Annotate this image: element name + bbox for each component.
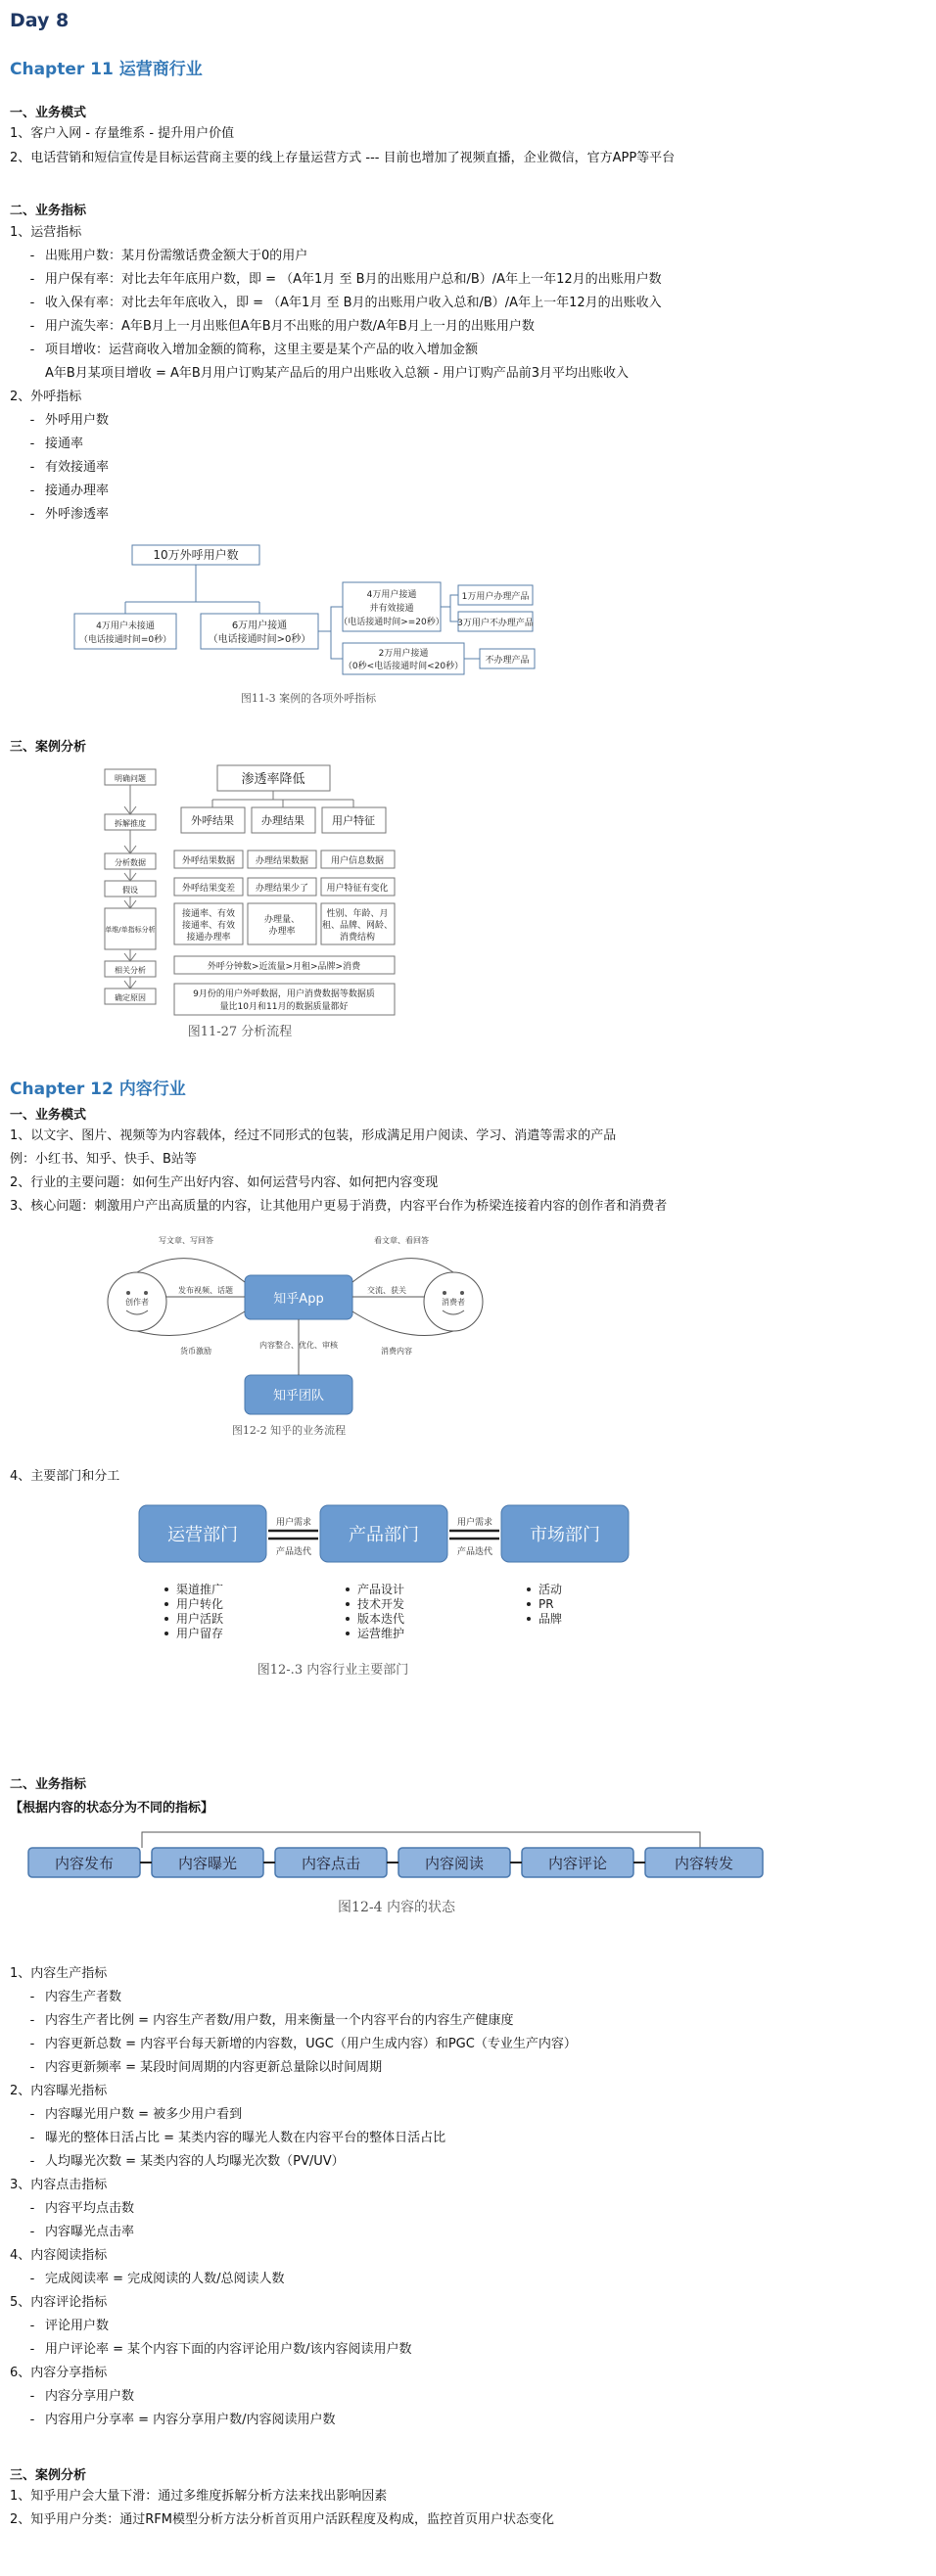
metric-item: - 用户评论率 = 某个内容下面的内容评论用户数/该内容阅读用户数 [20,2341,412,2359]
metric-item: - 人均曝光次数 = 某类内容的人均曝光次数（PV/UV） [20,2153,345,2171]
creator-publish-label: 发布视频、话题 [178,1286,233,1295]
ch12-model-line: 3、核心问题：刺激用户产出高质量的内容，让其他用户更易于消费，内容平台作为桥梁连接着内容的创作者和消费者 [10,1199,668,1214]
connected-label-1: 6万用户接通 [231,621,288,631]
ch12-section-metrics: 二、业务指标 [10,1777,87,1792]
step-hypothesis: 假设 [122,886,138,895]
step-define-problem: 明确问题 [115,774,146,783]
metric-call-2: 接通率、有效 [181,921,236,931]
metric-call-3: 接通办理率 [186,933,231,943]
metric-item: - 内容生产者数 [20,1989,121,2006]
hyp-user-change: 用户特征有变化 [326,884,389,894]
ch12-section-case: 三、案例分析 [10,2468,87,2483]
state-share-label: 内容转发 [674,1855,734,1872]
dim-call-result: 外呼结果 [191,814,234,827]
dim-handle-result: 办理结果 [261,814,304,827]
consumer-consume-label: 消费内容 [381,1347,412,1356]
nobuy-label: 3万用户不办理产品 [457,619,534,628]
ops-metric-note: A年B月某项目增收 = A年B月用户订购某产品后的用户出账收入总额 - 用户订购产品前3月平均出账收入 [45,366,630,381]
metric-handle-2: 办理率 [268,927,296,937]
unconnected-label-2: （电话接通时间=0秒） [78,635,172,645]
data-user-info: 用户信息数据 [330,856,385,866]
state-comment-label: 内容评论 [547,1855,608,1872]
ch12-model-line: 1、以文字、图片、视频等为内容载体，经过不同形式的包装，形成满足用户阅读、学习、消遣等需求的产品 [10,1128,617,1143]
outbound-call-metrics-diagram [69,543,558,714]
state-click-label: 内容点击 [301,1855,361,1872]
figure-12-2-caption: 图12-2 知乎的业务流程 [231,1424,347,1437]
analysis-flow-diagram [93,763,416,1042]
ch11-model-line-2: 2、电话营销和短信宣传是目标运营商主要的线上存量运营方式 --- 目前也增加了视频直播，企业微信，官方APP等平台 [10,151,676,165]
result-line-2: 量比10月和11月的数据质量都好 [219,1002,349,1012]
metric-item: - 内容用户分享率 = 内容分享用户数/内容阅读用户数 [20,2412,336,2429]
metric-item: - 内容曝光点击率 [20,2224,134,2241]
top-problem-label: 渗透率降低 [241,772,305,787]
ops-duty: 用户转化 [176,1597,224,1611]
team-label: 知乎团队 [272,1389,325,1403]
ch12-case-line: 2、知乎用户分类：通过RFM模型分析方法分析首页用户活跃程度及构成，监控首页用户状态变化 [10,2512,554,2527]
correlation-order: 外呼分钟数>近流量>月租>品牌>消费 [207,962,361,972]
hyp-handle-less: 办理结果少了 [255,884,309,894]
metric-group-heading: 4、内容阅读指标 [10,2248,108,2263]
figure-11-3-caption: 图11-3 案例的各项外呼指标 [240,692,377,705]
content-state-diagram [24,1820,778,1923]
effective-label-3: （电话接通时间>=20秒） [339,618,445,627]
ch12-metrics-subtitle: 【根据内容的状态分为不同的指标】 [10,1801,214,1816]
call-metrics-heading: 2、外呼指标 [10,390,82,404]
market-duty: 品牌 [538,1612,563,1626]
connected-label-2: （电话接通时间>0秒） [208,634,311,645]
state-publish-label: 内容发布 [54,1855,115,1872]
figure-12-4-caption: 图12-4 内容的状态 [338,1900,455,1915]
effective-label-1: 4万用户接通 [366,590,417,600]
metric-item: - 内容更新总数 = 内容平台每天新增的内容数，UGC（用户生成内容）和PGC（专业生产内容） [20,2036,577,2053]
metric-item: - 内容生产者比例 = 内容生产者数/用户数，用来衡量一个内容平台的内容生产健康度 [20,2012,514,2030]
figure-12-3-caption: 图12-.3 内容行业主要部门 [257,1663,409,1678]
metric-group-heading: 3、内容点击指标 [10,2178,108,2192]
metric-user-2: 租、品牌、网龄、 [321,921,394,931]
consumer-read-label: 看文章、看回答 [374,1236,429,1245]
metric-item: - 内容平均点击数 [20,2200,134,2218]
ch11-model-line-1: 1、客户入网 - 存量维系 - 提升用户价值 [10,126,235,141]
effective-label-2: 并有效接通 [369,604,414,614]
call-metric-item: - 外呼用户数 [20,412,109,430]
ops-dept-label: 运营部门 [167,1525,238,1545]
market-duty: 活动 [538,1583,563,1596]
call-metric-item: - 有效接通率 [20,459,109,477]
market-duty: PR [538,1597,554,1611]
root-label: 10万外呼用户数 [153,548,239,562]
metric-item: - 曝光的整体日活占比 = 某类内容的曝光人数在内容平台的整体日活占比 [20,2130,445,2147]
iter-label-right: 产品迭代 [456,1547,493,1557]
metric-item: - 完成阅读率 = 完成阅读的人数/总阅读人数 [20,2271,285,2288]
figure-11-27-caption: 图11-27 分析流程 [187,1025,293,1039]
ops-metrics-heading: 1、运营指标 [10,225,82,240]
chapter-11-title: Chapter 11 运营商行业 [10,60,203,79]
ops-metric-item: - 出账用户数：某月份需缴话费金额大于0的用户 [20,248,307,265]
metric-call-1: 接通率、有效 [181,909,236,919]
state-read-label: 内容阅读 [424,1855,485,1872]
ch12-model-line: 例：小红书、知乎、快手、B站等 [10,1152,197,1167]
metric-item: - 内容分享用户数 [20,2388,134,2406]
metric-item: - 内容更新频率 = 某段时间周期的内容更新总量除以时间周期 [20,2059,382,2077]
metric-item: - 评论用户数 [20,2318,109,2335]
unconnected-label-1: 4万用户未接通 [96,621,155,631]
ch11-section-case: 三、案例分析 [10,740,87,755]
app-label: 知乎App [273,1292,324,1307]
zhihu-business-flow-diagram [93,1228,504,1439]
ch12-section-business-model: 一、业务模式 [10,1108,87,1123]
result-line-1: 9月份的用户外呼数据，用户消费数据等数据质 [193,989,375,999]
metric-group-heading: 6、内容分享指标 [10,2366,108,2380]
ch11-section-business-model: 一、业务模式 [10,106,87,120]
ops-metric-item: - 用户流失率：A年B月上一月出账但A年B月不出账的用户数/A年B月上一月的出账用户数 [20,318,535,336]
creator-write-label: 写文章、写回答 [159,1236,213,1245]
call-metric-item: - 接通率 [20,436,83,453]
ops-duty: 用户活跃 [176,1612,224,1626]
step-single-dim: 单维/单指标分析 [105,926,156,934]
product-dept-label: 产品部门 [349,1525,419,1545]
consumer-interact-label: 交流、获关 [367,1286,406,1295]
team-optimize-label: 内容整合、优化、审核 [259,1341,338,1350]
consumer-label: 消费者 [442,1298,465,1307]
call-metric-item: - 接通办理率 [20,483,109,500]
metric-group-heading: 2、内容曝光指标 [10,2084,108,2098]
dim-user-feature: 用户特征 [332,814,375,827]
day-title: Day 8 [10,10,70,31]
data-call-result: 外呼结果数据 [181,856,236,866]
product-duty: 版本迭代 [357,1612,405,1626]
buy-label: 1万用户办理产品 [461,592,530,602]
market-dept-label: 市场部门 [530,1525,600,1545]
call-metric-item: - 外呼渗透率 [20,506,109,524]
product-duty: 运营维护 [357,1627,405,1640]
metric-group-heading: 5、内容评论指标 [10,2295,108,2310]
metric-group-heading: 1、内容生产指标 [10,1966,108,1981]
step-conclusion: 确定原因 [115,993,146,1002]
creator-incentive-label: 货币激励 [180,1347,211,1356]
metric-user-3: 消费结构 [339,933,376,943]
metric-handle-1: 办理量、 [263,915,301,925]
ch12-case-line: 1、知乎用户会大量下滑：通过多维度拆解分析方法来找出影响因素 [10,2489,388,2504]
hyp-call-worse: 外呼结果变差 [181,884,236,894]
ops-duty: 用户留存 [176,1627,224,1640]
departments-heading: 4、主要部门和分工 [10,1469,120,1484]
ch11-section-metrics: 二、业务指标 [10,204,87,218]
need-label-right: 用户需求 [456,1518,493,1528]
step-decompose: 拆解推度 [115,819,146,828]
short-call-label-2: （0秒<电话接通时间<20秒） [343,662,464,671]
nobuy2-label: 不办理产品 [485,656,530,666]
state-exposure-label: 内容曝光 [177,1855,238,1872]
ops-duty: 渠道推广 [176,1583,224,1596]
product-duty: 产品设计 [357,1583,405,1596]
ch12-model-line: 2、行业的主要问题：如何生产出好内容、如何运营号内容、如何把内容变现 [10,1175,439,1190]
creator-label: 创作者 [125,1298,149,1307]
product-duty: 技术开发 [357,1597,405,1611]
ops-metric-item: - 收入保有率：对比去年年底收入，即 = （A年1月 至 B月的出账用户收入总和/B）/A年上一年12月的出账收入 [20,295,662,312]
short-call-label-1: 2万用户接通 [378,649,429,659]
need-label-left: 用户需求 [275,1518,312,1528]
chapter-12-title: Chapter 12 内容行业 [10,1080,186,1099]
data-handle-result: 办理结果数据 [255,856,309,866]
content-departments-diagram [127,1497,656,1708]
iter-label-left: 产品迭代 [275,1547,312,1557]
step-correlation: 相关分析 [115,966,146,975]
metric-user-1: 性别、年龄、月 [326,909,389,919]
metric-item: - 内容曝光用户数 = 被多少用户看到 [20,2106,242,2124]
ops-metric-item: - 项目增收：运营商收入增加金额的简称，这里主要是某个产品的收入增加金额 [20,342,478,359]
ops-metric-item: - 用户保有率：对比去年年底用户数，即 = （A年1月 至 B月的出账用户总和/B）/A年上一年12月的出账用户数 [20,271,662,289]
step-analyze-data: 分析数据 [115,858,146,867]
